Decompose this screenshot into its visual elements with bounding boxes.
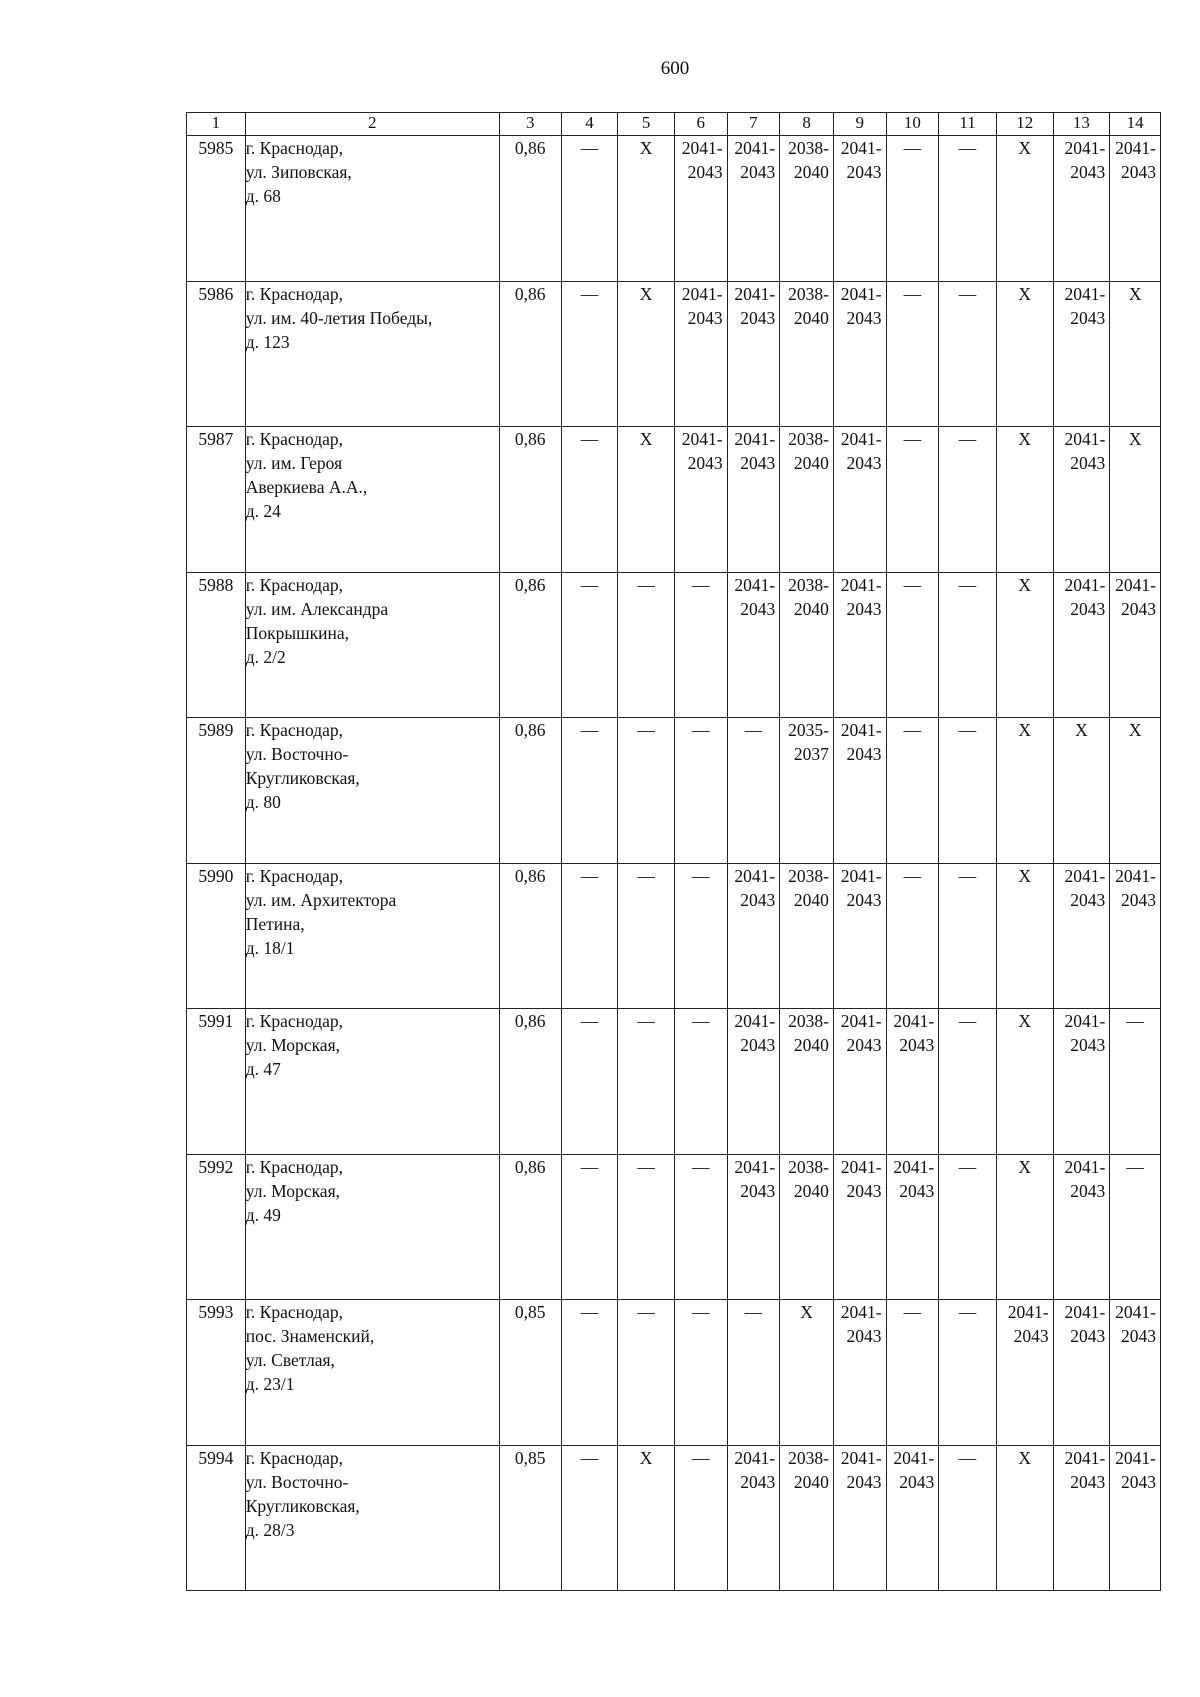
row-number: 5988 xyxy=(187,572,246,718)
row-number: 5990 xyxy=(187,863,246,1009)
value-cell: 2041- 2043 xyxy=(1053,1009,1110,1155)
value-cell: 2041- 2043 xyxy=(674,281,727,427)
value-cell: 2038- 2040 xyxy=(780,427,834,573)
value-cell: — xyxy=(561,136,618,282)
value-cell: — xyxy=(939,281,997,427)
column-header: 8 xyxy=(780,113,834,136)
value-cell: 0,86 xyxy=(499,1009,561,1155)
column-header: 6 xyxy=(674,113,727,136)
value-cell: 2041- 2043 xyxy=(1053,863,1110,1009)
value-cell: 0,85 xyxy=(499,1445,561,1591)
value-cell: 2041- 2043 xyxy=(833,1300,886,1446)
row-number: 5986 xyxy=(187,281,246,427)
value-cell: X xyxy=(996,863,1053,1009)
value-cell: 2038- 2040 xyxy=(780,1445,834,1591)
value-cell: X xyxy=(1110,281,1161,427)
value-cell: X xyxy=(996,572,1053,718)
value-cell: — xyxy=(561,718,618,864)
value-cell: 2041- 2043 xyxy=(1110,1445,1161,1591)
value-cell: 2041- 2043 xyxy=(833,863,886,1009)
table-body xyxy=(187,136,1161,1591)
value-cell: — xyxy=(727,1300,780,1446)
column-header: 1 xyxy=(187,113,246,136)
value-cell: X xyxy=(996,1445,1053,1591)
value-cell: — xyxy=(561,572,618,718)
value-cell: — xyxy=(886,427,939,573)
value-cell: X xyxy=(1053,718,1110,864)
value-cell: 2041- 2043 xyxy=(1110,136,1161,282)
value-cell: — xyxy=(939,1154,997,1300)
table-header-row xyxy=(187,113,1161,136)
row-number: 5992 xyxy=(187,1154,246,1300)
value-cell: 2041- 2043 xyxy=(886,1009,939,1155)
value-cell: 2041- 2043 xyxy=(1053,572,1110,718)
value-cell: — xyxy=(727,718,780,864)
value-cell: — xyxy=(674,572,727,718)
value-cell: — xyxy=(618,1009,675,1155)
address-cell: г. Краснодар, ул. им. Александра Покрышкина, д. 2/2 xyxy=(245,572,499,718)
value-cell: — xyxy=(886,718,939,864)
value-cell: — xyxy=(561,427,618,573)
value-cell: — xyxy=(561,281,618,427)
value-cell: 0,86 xyxy=(499,1154,561,1300)
value-cell: — xyxy=(939,572,997,718)
value-cell: — xyxy=(1110,1009,1161,1155)
value-cell: — xyxy=(561,1445,618,1591)
column-header: 2 xyxy=(245,113,499,136)
value-cell: 0,86 xyxy=(499,281,561,427)
value-cell: X xyxy=(780,1300,834,1446)
table-row xyxy=(187,1300,1161,1446)
value-cell: — xyxy=(618,1300,675,1446)
value-cell: — xyxy=(561,863,618,1009)
value-cell: — xyxy=(618,863,675,1009)
column-header: 11 xyxy=(939,113,997,136)
table-row xyxy=(187,1009,1161,1155)
value-cell: X xyxy=(996,427,1053,573)
column-header: 3 xyxy=(499,113,561,136)
value-cell: 2041- 2043 xyxy=(886,1445,939,1591)
value-cell: — xyxy=(674,1154,727,1300)
column-header: 4 xyxy=(561,113,618,136)
value-cell: — xyxy=(618,572,675,718)
value-cell: X xyxy=(618,1445,675,1591)
value-cell: — xyxy=(674,1445,727,1591)
value-cell: — xyxy=(561,1009,618,1155)
value-cell: 2041- 2043 xyxy=(1110,1300,1161,1446)
value-cell: 2041- 2043 xyxy=(833,718,886,864)
value-cell: 2041- 2043 xyxy=(1053,281,1110,427)
value-cell: 2038- 2040 xyxy=(780,136,834,282)
table-row xyxy=(187,572,1161,718)
value-cell: 2038- 2040 xyxy=(780,1009,834,1155)
value-cell: X xyxy=(996,1009,1053,1155)
value-cell: — xyxy=(939,136,997,282)
value-cell: 2041- 2043 xyxy=(833,1154,886,1300)
value-cell: X xyxy=(618,281,675,427)
value-cell: 0,86 xyxy=(499,572,561,718)
value-cell: X xyxy=(1110,718,1161,864)
address-cell: г. Краснодар, ул. Морская, д. 49 xyxy=(245,1154,499,1300)
data-table xyxy=(186,112,1161,1591)
value-cell: — xyxy=(1110,1154,1161,1300)
value-cell: 2041- 2043 xyxy=(886,1154,939,1300)
value-cell: X xyxy=(996,136,1053,282)
value-cell: — xyxy=(618,1154,675,1300)
value-cell: 2041- 2043 xyxy=(727,572,780,718)
row-number: 5987 xyxy=(187,427,246,573)
value-cell: 2041- 2043 xyxy=(833,281,886,427)
table-row xyxy=(187,863,1161,1009)
value-cell: 2041- 2043 xyxy=(727,427,780,573)
row-number: 5989 xyxy=(187,718,246,864)
value-cell: — xyxy=(886,863,939,1009)
column-header: 5 xyxy=(618,113,675,136)
column-header: 9 xyxy=(833,113,886,136)
value-cell: 2041- 2043 xyxy=(674,136,727,282)
value-cell: 2041- 2043 xyxy=(1110,863,1161,1009)
value-cell: 2038- 2040 xyxy=(780,863,834,1009)
value-cell: 2041- 2043 xyxy=(727,136,780,282)
value-cell: X xyxy=(996,1154,1053,1300)
column-header: 10 xyxy=(886,113,939,136)
value-cell: X xyxy=(996,281,1053,427)
row-number: 5993 xyxy=(187,1300,246,1446)
value-cell: 0,86 xyxy=(499,136,561,282)
address-cell: г. Краснодар, ул. им. Героя Аверкиева А.А., д. 24 xyxy=(245,427,499,573)
table-row xyxy=(187,281,1161,427)
value-cell: 2041- 2043 xyxy=(727,1154,780,1300)
value-cell: 2041- 2043 xyxy=(833,1445,886,1591)
value-cell: — xyxy=(674,718,727,864)
value-cell: — xyxy=(939,1300,997,1446)
table-row xyxy=(187,136,1161,282)
value-cell: 0,86 xyxy=(499,863,561,1009)
address-cell: г. Краснодар, ул. Восточно- Кругликовская, д. 28/3 xyxy=(245,1445,499,1591)
value-cell: X xyxy=(618,427,675,573)
row-number: 5991 xyxy=(187,1009,246,1155)
value-cell: 2041- 2043 xyxy=(727,1009,780,1155)
column-header: 13 xyxy=(1053,113,1110,136)
value-cell: — xyxy=(886,572,939,718)
column-header: 7 xyxy=(727,113,780,136)
value-cell: 2041- 2043 xyxy=(996,1300,1053,1446)
value-cell: 2035- 2037 xyxy=(780,718,834,864)
value-cell: — xyxy=(561,1300,618,1446)
value-cell: 2038- 2040 xyxy=(780,1154,834,1300)
page-number: 600 xyxy=(660,58,690,79)
table-row xyxy=(187,1445,1161,1591)
value-cell: 2041- 2043 xyxy=(1053,427,1110,573)
table-row xyxy=(187,718,1161,864)
table-row xyxy=(187,1154,1161,1300)
column-header: 12 xyxy=(996,113,1053,136)
value-cell: 0,85 xyxy=(499,1300,561,1446)
value-cell: X xyxy=(1110,427,1161,573)
row-number: 5985 xyxy=(187,136,246,282)
address-cell: г. Краснодар, ул. Зиповская, д. 68 xyxy=(245,136,499,282)
address-cell: г. Краснодар, ул. им. 40-летия Победы, д. 123 xyxy=(245,281,499,427)
value-cell: 2041- 2043 xyxy=(727,863,780,1009)
value-cell: 2041- 2043 xyxy=(727,1445,780,1591)
address-cell: г. Краснодар, ул. Морская, д. 47 xyxy=(245,1009,499,1155)
value-cell: 2041- 2043 xyxy=(833,572,886,718)
value-cell: — xyxy=(939,863,997,1009)
value-cell: — xyxy=(939,427,997,573)
value-cell: — xyxy=(674,863,727,1009)
value-cell: 0,86 xyxy=(499,718,561,864)
value-cell: — xyxy=(939,1009,997,1155)
value-cell: X xyxy=(996,718,1053,864)
value-cell: — xyxy=(561,1154,618,1300)
value-cell: 0,86 xyxy=(499,427,561,573)
value-cell: 2038- 2040 xyxy=(780,281,834,427)
table-row xyxy=(187,427,1161,573)
value-cell: — xyxy=(939,718,997,864)
value-cell: 2041- 2043 xyxy=(1053,1154,1110,1300)
value-cell: 2041- 2043 xyxy=(833,136,886,282)
value-cell: 2041- 2043 xyxy=(833,427,886,573)
value-cell: — xyxy=(886,136,939,282)
value-cell: — xyxy=(886,1300,939,1446)
value-cell: 2041- 2043 xyxy=(1110,572,1161,718)
value-cell: 2041- 2043 xyxy=(1053,136,1110,282)
address-cell: г. Краснодар, ул. им. Архитектора Петина, д. 18/1 xyxy=(245,863,499,1009)
value-cell: 2041- 2043 xyxy=(1053,1445,1110,1591)
address-cell: г. Краснодар, пос. Знаменский, ул. Светлая, д. 23/1 xyxy=(245,1300,499,1446)
value-cell: 2041- 2043 xyxy=(1053,1300,1110,1446)
value-cell: 2041- 2043 xyxy=(833,1009,886,1155)
value-cell: 2041- 2043 xyxy=(674,427,727,573)
value-cell: X xyxy=(618,136,675,282)
address-cell: г. Краснодар, ул. Восточно- Кругликовская, д. 80 xyxy=(245,718,499,864)
value-cell: 2038- 2040 xyxy=(780,572,834,718)
value-cell: 2041- 2043 xyxy=(727,281,780,427)
value-cell: — xyxy=(939,1445,997,1591)
row-number: 5994 xyxy=(187,1445,246,1591)
column-header: 14 xyxy=(1110,113,1161,136)
value-cell: — xyxy=(886,281,939,427)
value-cell: — xyxy=(618,718,675,864)
value-cell: — xyxy=(674,1009,727,1155)
value-cell: — xyxy=(674,1300,727,1446)
